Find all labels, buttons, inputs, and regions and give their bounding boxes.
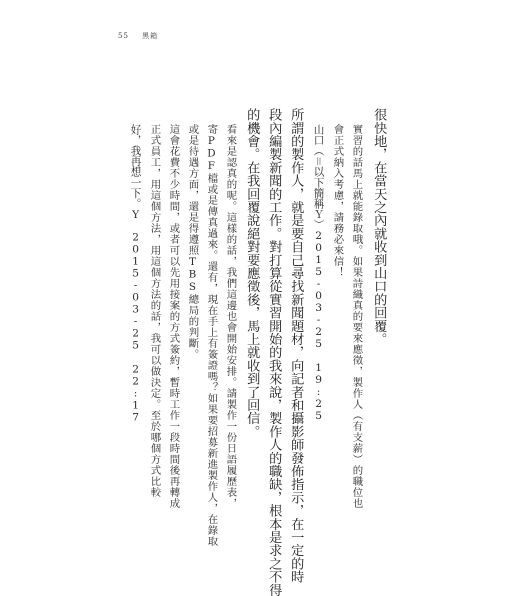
text-column-4: 山口（＝以下簡稱Ｙ）2015-03-25 19:25 — [312, 124, 325, 422]
text-column-1: 很快地，在當天之內就收到山口的回覆。 — [371, 108, 387, 346]
text-column-8: 看來是認真的呢。這樣的話，我們這邊也會開始安排。請製作一份日語履歷表， — [224, 124, 237, 509]
text-column-11: 這會花費不少時間，或者可以先用接案的方式簽約，暫時工作一段時間後再轉成 — [167, 124, 180, 509]
text-column-7: 的機會。在我回覆說絕對要應徵後，馬上就收到了回信。 — [244, 108, 260, 438]
chapter-title: 黑箱 — [142, 32, 159, 40]
text-column-2: 實習的話馬上就能錄取哦。如果詩織真的要來應徵，製作人（有支薪）的職位也 — [350, 124, 363, 509]
text-column-13: 好，我再想一下。Y 2015-03-25 22:17 — [129, 124, 142, 424]
text-column-10: 或是待遇方面，還是得遵照TBS總局的判斷。 — [186, 124, 199, 360]
text-column-5: 所謂的製作人，就是要自己尋找新聞題材，向記者和攝影師發佈指示，在一定的時 — [288, 108, 304, 584]
running-header — [118, 31, 168, 41]
text-column-9: 寄PDF檔或是傳真過來。還有，現在手上有簽證嗎？如果要招募新進製作人，在錄取 — [205, 124, 218, 547]
page-number: 55 — [118, 32, 129, 40]
text-column-3: 會正式納入考慮，請務必來信！ — [331, 124, 344, 278]
text-column-12: 正式員工，用這個方法，用這個方法的話，我可以做決定。至於哪個方式比較 — [148, 124, 161, 498]
text-column-6: 段內編製新聞的工作。對打算從實習開始的我來說，製作人的職缺，根本是求之不得 — [266, 108, 282, 596]
